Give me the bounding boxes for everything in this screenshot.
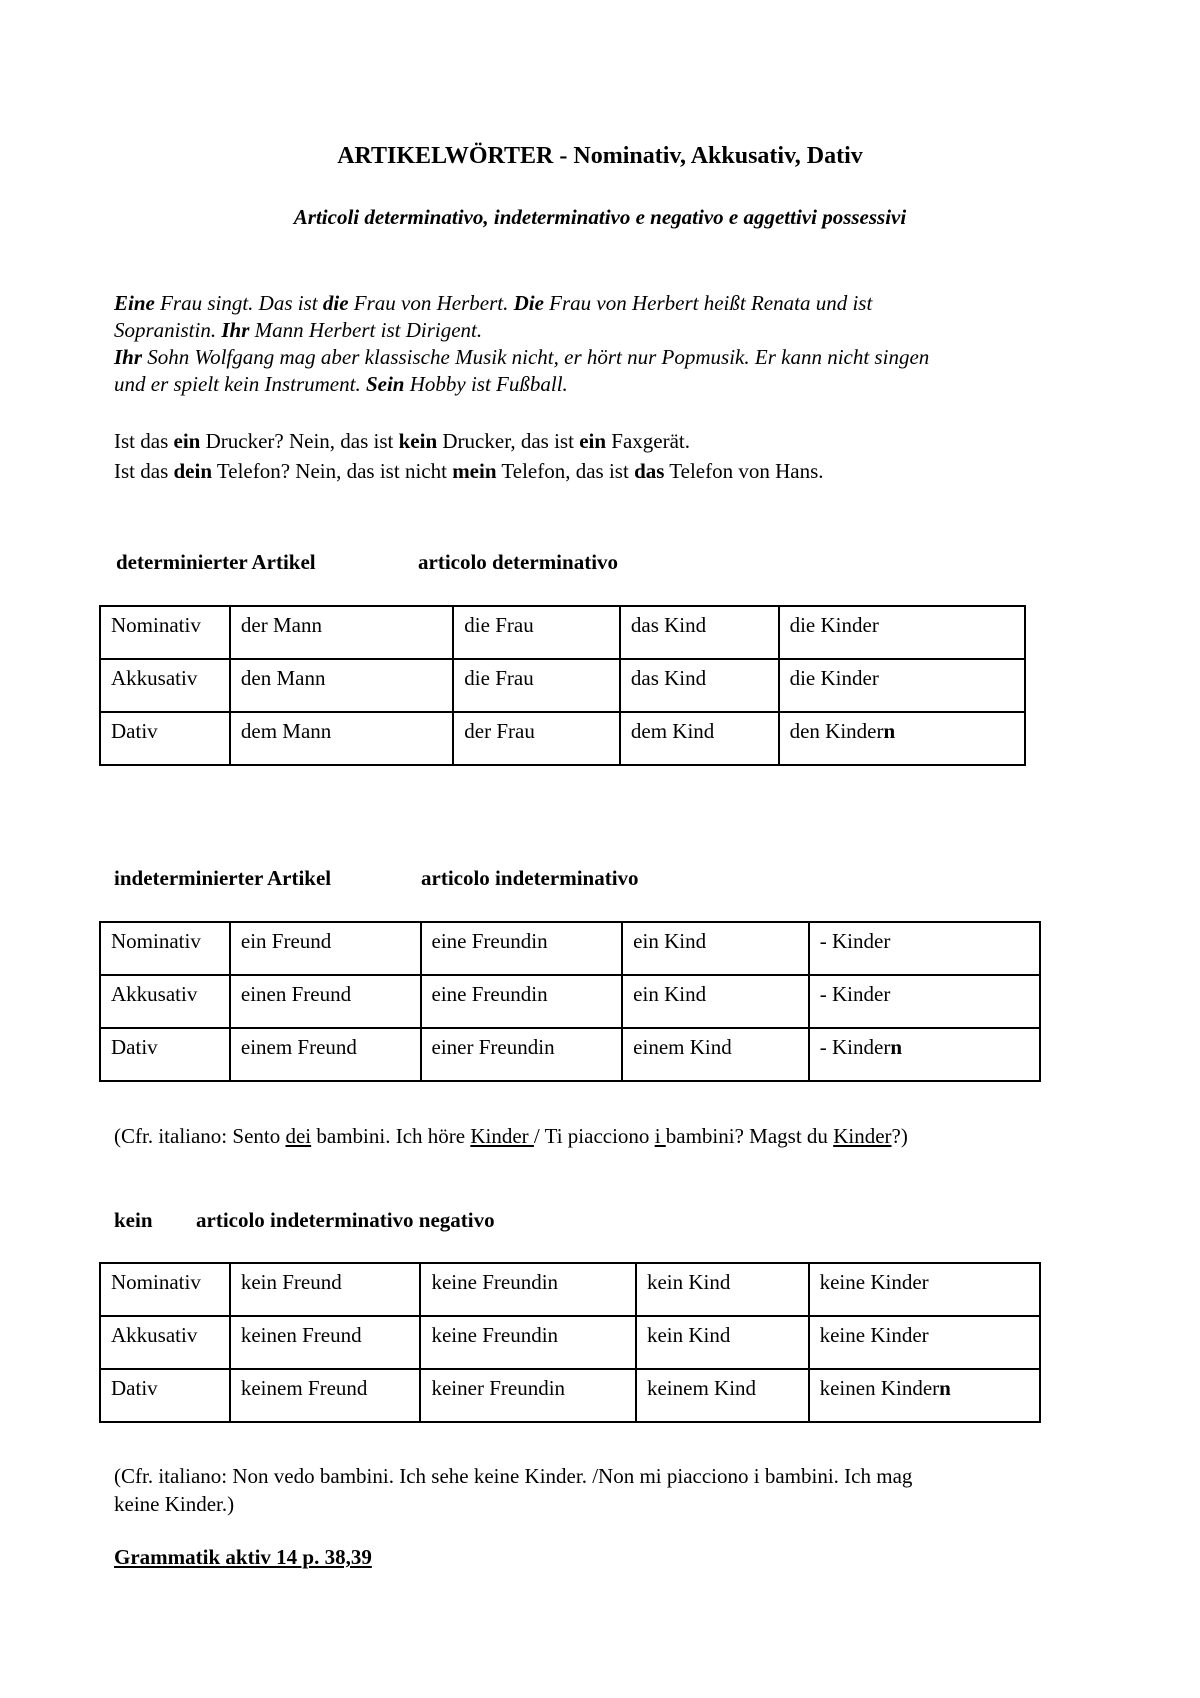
section-heading-negative-it: articolo indeterminativo negativo xyxy=(196,1208,495,1232)
table-row xyxy=(100,1028,1040,1081)
table-cell: keinem Freund xyxy=(230,1369,421,1422)
table-cell: den Mann xyxy=(230,659,453,712)
table-row xyxy=(100,1369,1040,1422)
table-cell: die Frau xyxy=(453,606,620,659)
table-cell: die Kinder xyxy=(779,659,1025,712)
example-line-2: Ist das dein Telefon? Nein, das ist nicht mein Telefon, das ist das Telefon von Hans. xyxy=(114,459,824,483)
table-cell: ein Kind xyxy=(622,975,809,1028)
note-negative-line-1: (Cfr. italiano: Non vedo bambini. Ich sehe keine Kinder. /Non mi piacciono i bambini. Ich mag xyxy=(114,1464,913,1488)
table-cell: keinen Kindern xyxy=(809,1369,1040,1422)
table-row xyxy=(100,659,1025,712)
table-cell: keine Kinder xyxy=(809,1316,1040,1369)
table-determinate-articles xyxy=(99,605,1026,766)
table-cell: das Kind xyxy=(620,606,779,659)
table-cell: kein Kind xyxy=(636,1263,809,1316)
table-cell: Nominativ xyxy=(100,606,230,659)
table-cell: - Kinder xyxy=(809,975,1040,1028)
table-row xyxy=(100,1263,1040,1316)
table-indeterminate-articles xyxy=(99,921,1041,1082)
table-cell: kein Kind xyxy=(636,1316,809,1369)
section-heading-negative: kein xyxy=(114,1208,153,1232)
table-cell: - Kindern xyxy=(809,1028,1040,1081)
table-cell: eine Freundin xyxy=(421,922,623,975)
table-cell: der Mann xyxy=(230,606,453,659)
table-cell: ein Kind xyxy=(622,922,809,975)
table-cell: Nominativ xyxy=(100,1263,230,1316)
table-cell: Akkusativ xyxy=(100,1316,230,1369)
table-cell: Dativ xyxy=(100,712,230,765)
table-cell: Dativ xyxy=(100,1369,230,1422)
table-row xyxy=(100,606,1025,659)
table-cell: Dativ xyxy=(100,1028,230,1081)
page-subtitle: Articoli determinativo, indeterminativo e negativo e aggettivi possessivi xyxy=(293,205,907,229)
table-cell: einen Freund xyxy=(230,975,421,1028)
section-heading-indeterminate: indeterminierter Artikel xyxy=(114,866,332,890)
table-row xyxy=(100,975,1040,1028)
page-title: ARTIKELWÖRTER - Nominativ, Akkusativ, Dativ xyxy=(337,143,863,169)
table-cell: keine Freundin xyxy=(420,1316,635,1369)
table-row xyxy=(100,922,1040,975)
intro-line-2: Sopranistin. Ihr Mann Herbert ist Dirigent. xyxy=(114,318,483,342)
table-cell: keinen Freund xyxy=(230,1316,421,1369)
table-cell: einem Kind xyxy=(622,1028,809,1081)
table-cell: dem Kind xyxy=(620,712,779,765)
section-heading-indeterminate-it: articolo indeterminativo xyxy=(421,866,639,890)
table-cell: die Kinder xyxy=(779,606,1025,659)
table-cell: kein Freund xyxy=(230,1263,421,1316)
table-row xyxy=(100,712,1025,765)
example-line-1: Ist das ein Drucker? Nein, das ist kein Drucker, das ist ein Faxgerät. xyxy=(114,429,691,453)
table-negative-articles xyxy=(99,1262,1041,1423)
table-cell: der Frau xyxy=(453,712,620,765)
table-cell: keine Kinder xyxy=(809,1263,1040,1316)
table-cell: einem Freund xyxy=(230,1028,421,1081)
section-heading-determinate: determinierter Artikel xyxy=(116,550,316,574)
note-negative-line-2: keine Kinder.) xyxy=(114,1492,235,1516)
table-cell: das Kind xyxy=(620,659,779,712)
table-cell: - Kinder xyxy=(809,922,1040,975)
table-cell: Nominativ xyxy=(100,922,230,975)
table-cell: Akkusativ xyxy=(100,659,230,712)
table-cell: eine Freundin xyxy=(421,975,623,1028)
table-cell: Akkusativ xyxy=(100,975,230,1028)
note-italian-comparison: (Cfr. italiano: Sento dei bambini. Ich höre Kinder / Ti piacciono i bambini? Magst du Kinder?) xyxy=(114,1124,908,1148)
intro-line-4: und er spielt kein Instrument. Sein Hobby ist Fußball. xyxy=(114,372,568,396)
grammar-reference-link[interactable]: Grammatik aktiv 14 p. 38,39 xyxy=(114,1545,372,1569)
table-cell: ein Freund xyxy=(230,922,421,975)
intro-line-1: Eine Frau singt. Das ist die Frau von Herbert. Die Frau von Herbert heißt Renata und ist xyxy=(114,291,873,315)
table-cell: keine Freundin xyxy=(420,1263,635,1316)
table-cell: den Kindern xyxy=(779,712,1025,765)
table-cell: einer Freundin xyxy=(421,1028,623,1081)
section-heading-determinate-it: articolo determinativo xyxy=(418,550,619,574)
table-cell: keinem Kind xyxy=(636,1369,809,1422)
table-cell: keiner Freundin xyxy=(420,1369,635,1422)
table-cell: die Frau xyxy=(453,659,620,712)
table-row xyxy=(100,1316,1040,1369)
intro-line-3: Ihr Sohn Wolfgang mag aber klassische Musik nicht, er hört nur Popmusik. Er kann nicht singen xyxy=(114,345,930,369)
table-cell: dem Mann xyxy=(230,712,453,765)
